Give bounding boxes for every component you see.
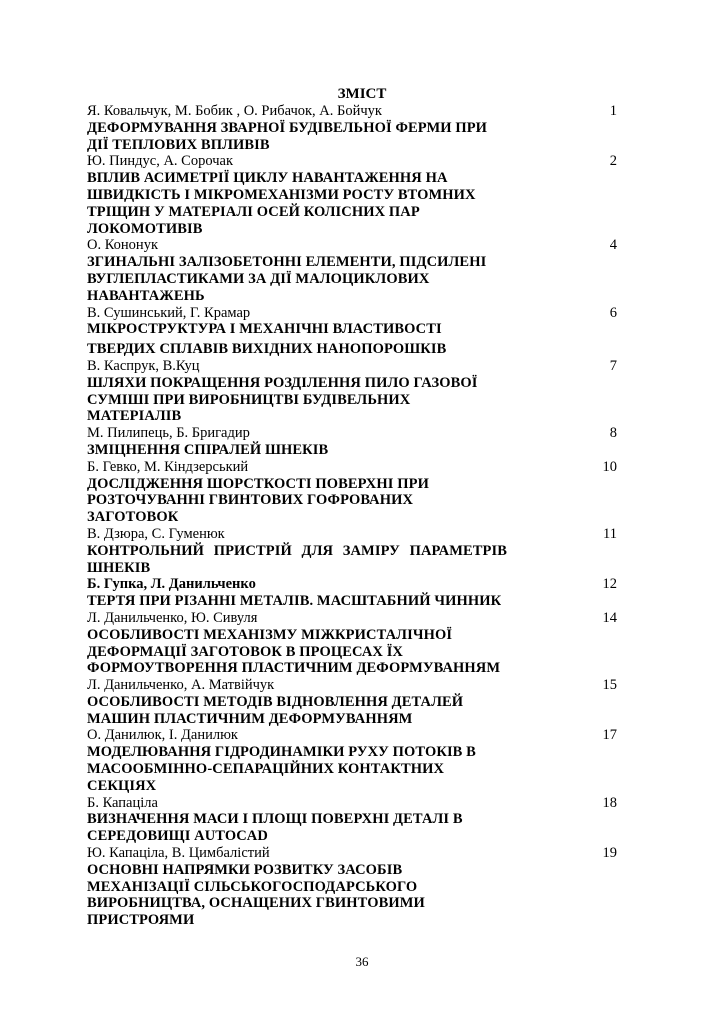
toc-entry-header (87, 576, 617, 593)
toc-entry-header (87, 677, 617, 694)
toc-entry-header (87, 305, 617, 322)
toc-entry-title (87, 476, 507, 526)
toc-entry-authors: Л. Данильченко, Ю. Сивуля (87, 609, 258, 626)
toc-entry (87, 845, 617, 929)
toc-entry-title-line: ЗМІЦНЕННЯ СПІРАЛЕЙ ШНЕКІВ (87, 441, 329, 458)
toc-entry-header (87, 358, 617, 375)
toc-entry-header (87, 153, 617, 170)
toc-entry-title (87, 120, 507, 154)
toc-entry-title-line: ЗАГОТОВОК (87, 509, 179, 526)
toc-entry-title (87, 170, 507, 237)
toc-entry (87, 727, 617, 794)
toc-entry-page-number: 1 (609, 103, 617, 119)
toc-entry-title-line: ОСОБЛИВОСТІ МЕХАНІЗМУ МІЖКРИСТАЛІЧНОЇ (87, 626, 453, 643)
toc-entry (87, 305, 617, 358)
table-of-contents (87, 103, 617, 929)
toc-entry-title-line: ДЕФОРМАЦІЇ ЗАГОТОВОК В ПРОЦЕСАХ ЇХ (87, 643, 404, 660)
toc-entry-title (87, 543, 507, 577)
toc-entry-title-line: ВПЛИВ АСИМЕТРІЇ ЦИКЛУ НАВАНТАЖЕННЯ НА (87, 170, 448, 187)
toc-entry-title-line: СЕРЕДОВИЩІ AUTOCAD (87, 828, 268, 845)
toc-entry-header (87, 795, 617, 812)
toc-entry-title-line: МЕХАНІЗАЦІЇ СІЛЬСЬКОГОСПОДАРСЬКОГО (87, 878, 418, 895)
toc-entry-title-line: МАШИН ПЛАСТИЧНИМ ДЕФОРМУВАННЯМ (87, 710, 413, 727)
toc-entry-page-number: 7 (609, 357, 617, 374)
toc-entry-title (87, 811, 507, 845)
toc-entry-authors: Б. Капаціла (87, 794, 158, 811)
toc-entry-title-line: ФОРМОУТВОРЕННЯ ПЛАСТИЧНИМ ДЕФОРМУВАННЯМ (87, 660, 501, 677)
toc-entry-page-number: 18 (602, 794, 617, 811)
toc-entry-title-line: НАВАНТАЖЕНЬ (87, 287, 205, 304)
toc-entry-authors: Ю. Капаціла, В. Цимбалістий (87, 845, 270, 862)
toc-entry-page-number: 14 (602, 609, 617, 626)
toc-entry (87, 459, 617, 526)
toc-entry (87, 153, 617, 237)
toc-entry-authors: Л. Данильченко, А. Матвійчук (87, 677, 275, 694)
toc-entry (87, 103, 617, 153)
toc-entry-page-number: 6 (609, 304, 617, 321)
toc-entry-title-line: КОНТРОЛЬНИЙ ПРИСТРІЙ ДЛЯ ЗАМІРУ ПАРАМЕТРІВ (87, 542, 507, 559)
toc-entry-title-line: ШВИДКІСТЬ І МІКРОМЕХАНІЗМИ РОСТУ ВТОМНИХ (87, 186, 476, 203)
toc-entry-page-number: 12 (602, 576, 617, 593)
toc-entry-title-line: СЕКЦІЯХ (87, 777, 157, 794)
toc-heading: ЗМІСТ (337, 86, 387, 102)
toc-entry-header (87, 425, 617, 442)
toc-entry (87, 237, 617, 304)
toc-entry-title-line: ШНЕКІВ (87, 559, 151, 576)
toc-entry (87, 358, 617, 425)
toc-entry-page-number: 17 (602, 727, 617, 744)
toc-entry-header (87, 237, 617, 254)
toc-entry-header (87, 845, 617, 862)
toc-entry-page-number: 19 (602, 845, 617, 862)
toc-entry-title (87, 627, 507, 677)
toc-entry-title-line: ТВЕРДИХ СПЛАВІВ ВИХІДНИХ НАНОПОРОШКІВ (87, 341, 447, 358)
toc-entry-authors: Я. Ковальчук, М. Бобик , О. Рибачок, А. Бойчук (87, 103, 382, 119)
toc-entry-title (87, 593, 507, 610)
toc-entry-title-line: ДОСЛІДЖЕННЯ ШОРСТКОСТІ ПОВЕРХНІ ПРИ (87, 475, 429, 492)
toc-entry-page-number: 4 (609, 237, 617, 254)
toc-entry-title-line: ПРИСТРОЯМИ (87, 912, 195, 929)
toc-entry-title (87, 862, 507, 929)
toc-entry-title-line: ДЕФОРМУВАННЯ ЗВАРНОЇ БУДІВЕЛЬНОЇ ФЕРМИ ПРИ (87, 119, 488, 136)
toc-entry-title (87, 321, 507, 358)
toc-entry-title-line: ОСОБЛИВОСТІ МЕТОДІВ ВІДНОВЛЕННЯ ДЕТАЛЕЙ (87, 693, 464, 710)
toc-entry-header (87, 727, 617, 744)
toc-entry-header (87, 526, 617, 543)
toc-entry-title-line: ШЛЯХИ ПОКРАЩЕННЯ РОЗДІЛЕННЯ ПИЛО ГАЗОВОЇ (87, 374, 478, 391)
toc-entry-page-number: 10 (602, 458, 617, 475)
toc-entry-authors: М. Пилипець, Б. Бригадир (87, 425, 250, 442)
toc-entry-title-line: ВУГЛЕПЛАСТИКАМИ ЗА ДІЇ МАЛОЦИКЛОВИХ (87, 270, 430, 287)
toc-entry-authors: Б. Гевко, М. Кіндзерський (87, 458, 249, 475)
toc-entry (87, 576, 617, 610)
toc-entry-page-number: 8 (609, 425, 617, 442)
toc-entry-authors: В. Каспрук, В.Куц (87, 357, 200, 374)
toc-entry-title-line: ЗГИНАЛЬНІ ЗАЛІЗОБЕТОННІ ЕЛЕМЕНТИ, ПІДСИЛЕНІ (87, 254, 487, 271)
toc-entry-header (87, 103, 617, 120)
page-number: 36 (355, 954, 369, 969)
toc-entry-authors: О. Данилюк, І. Данилюк (87, 727, 238, 744)
toc-entry-authors: Б. Гупка, Л. Данильченко (87, 576, 256, 593)
toc-entry-header (87, 610, 617, 627)
toc-entry-authors: В. Сушинський, Г. Крамар (87, 304, 251, 321)
toc-entry (87, 610, 617, 677)
toc-entry-title-line: ВИРОБНИЦТВА, ОСНАЩЕНИХ ГВИНТОВИМИ (87, 895, 425, 912)
toc-entry (87, 425, 617, 459)
toc-entry-header (87, 459, 617, 476)
toc-entry (87, 526, 617, 576)
toc-entry-title-line: ДІЇ ТЕПЛОВИХ ВПЛИВІВ (87, 136, 270, 153)
toc-entry-title-line: ТРІЩИН У МАТЕРІАЛІ ОСЕЙ КОЛІСНИХ ПАР (87, 203, 420, 220)
toc-entry-title-line: ОСНОВНІ НАПРЯМКИ РОЗВИТКУ ЗАСОБІВ (87, 861, 403, 878)
toc-entry-title (87, 442, 507, 459)
toc-entry (87, 677, 617, 727)
toc-entry-title (87, 744, 507, 794)
toc-entry (87, 795, 617, 845)
toc-entry-authors: О. Кононук (87, 237, 158, 254)
toc-entry-authors: Ю. Пиндус, А. Сорочак (87, 153, 233, 170)
toc-entry-page-number: 15 (602, 677, 617, 694)
toc-entry-title-line: ТЕРТЯ ПРИ РІЗАННІ МЕТАЛІВ. МАСШТАБНИЙ ЧИННИК (87, 593, 502, 610)
toc-entry-title (87, 254, 507, 304)
toc-entry-title-line: ВИЗНАЧЕННЯ МАСИ І ПЛОЩІ ПОВЕРХНІ ДЕТАЛІ В (87, 811, 463, 828)
toc-entry-page-number: 11 (603, 525, 617, 542)
toc-entry-title-line: МОДЕЛЮВАННЯ ГІДРОДИНАМІКИ РУХУ ПОТОКІВ В (87, 744, 476, 761)
toc-entry-title-line: МІКРОСТРУКТУРА І МЕХАНІЧНІ ВЛАСТИВОСТІ (87, 321, 442, 338)
toc-entry-title (87, 694, 507, 728)
toc-entry-page-number: 2 (609, 153, 617, 170)
toc-entry-title-line: СУМІШІ ПРИ ВИРОБНИЦТВІ БУДІВЕЛЬНИХ (87, 391, 411, 408)
toc-entry-authors: В. Дзюра, С. Гуменюк (87, 525, 225, 542)
toc-entry-title-line: ЛОКОМОТИВІВ (87, 220, 203, 237)
toc-entry-title (87, 375, 507, 425)
toc-entry-title-line: МАТЕРІАЛІВ (87, 408, 182, 425)
toc-entry-title-line: РОЗТОЧУВАННІ ГВИНТОВИХ ГОФРОВАНИХ (87, 492, 414, 509)
toc-entry-title-line: МАСООБМІННО-СЕПАРАЦІЙНИХ КОНТАКТНИХ (87, 761, 445, 778)
